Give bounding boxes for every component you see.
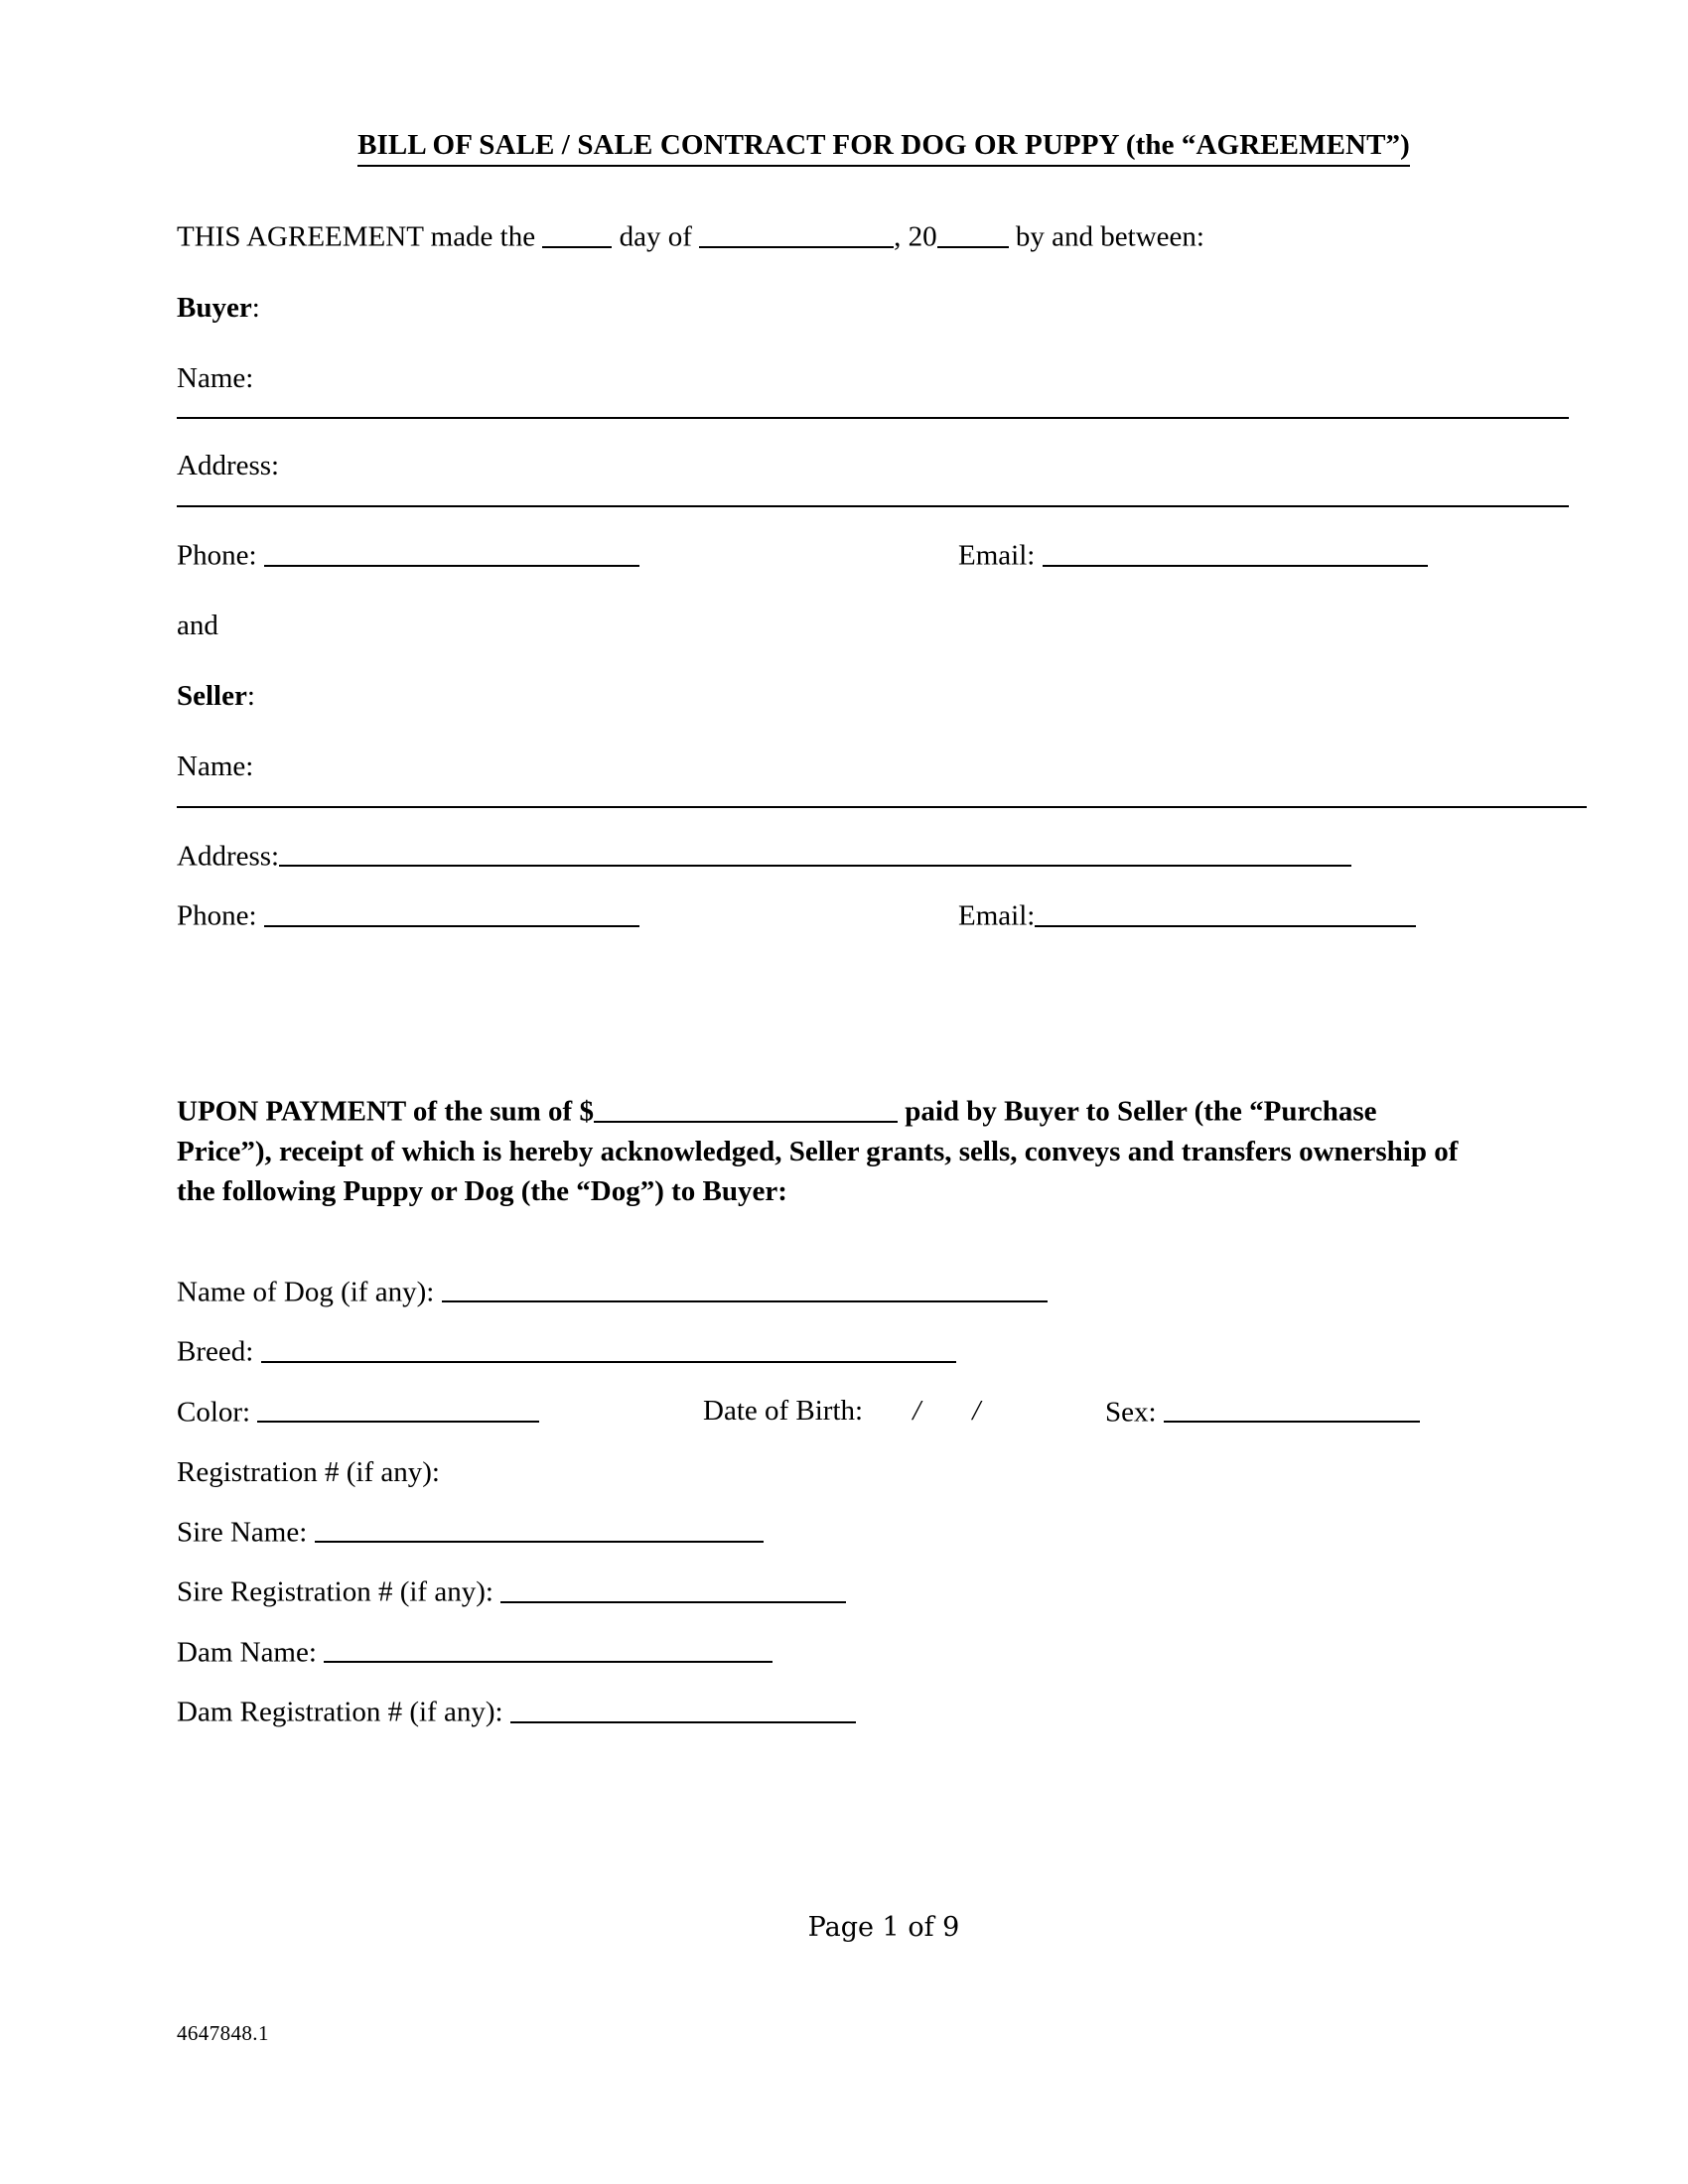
buyer-phone-field[interactable] <box>177 535 639 575</box>
sire-name-label: Sire Name: <box>177 1516 315 1549</box>
buyer-phone-blank[interactable] <box>264 535 639 567</box>
dog-sex-label: Sex: <box>1105 1396 1164 1429</box>
dam-registration-label: Dam Registration # (if any): <box>177 1696 510 1728</box>
document-id: 4647848.1 <box>177 2021 269 2045</box>
buyer-contact-row <box>177 535 1591 575</box>
seller-phone-label: Phone: <box>177 899 264 932</box>
seller-email-blank[interactable] <box>1035 895 1416 927</box>
buyer-name-label: Name: <box>177 361 254 394</box>
purchase-price-blank[interactable] <box>594 1091 898 1123</box>
dog-dob-label: Date of Birth: <box>703 1394 871 1427</box>
seller-address-blank[interactable] <box>279 836 1351 868</box>
dog-color-field[interactable] <box>177 1392 539 1432</box>
buyer-phone-label: Phone: <box>177 539 264 572</box>
page-number: Page 1 of 9 <box>807 1912 960 1943</box>
dog-name-label: Name of Dog (if any): <box>177 1276 442 1308</box>
agreement-date-line <box>177 216 1591 256</box>
dog-name-field[interactable] <box>177 1272 1591 1311</box>
sire-registration-blank[interactable] <box>500 1571 846 1603</box>
buyer-address-rule <box>177 505 1569 507</box>
year-blank[interactable] <box>937 216 1009 248</box>
dob-slash-1: / <box>913 1394 921 1427</box>
dog-color-blank[interactable] <box>257 1392 539 1424</box>
dam-name-label: Dam Name: <box>177 1636 325 1669</box>
seller-name-rule <box>177 806 1587 808</box>
dam-name-field[interactable] <box>177 1632 1591 1672</box>
dog-sex-field[interactable] <box>1105 1392 1420 1432</box>
buyer-heading-label: Buyer <box>177 291 252 324</box>
seller-heading-label: Seller <box>177 680 247 713</box>
document-body <box>177 0 1591 2045</box>
seller-name-field[interactable] <box>177 786 1591 816</box>
intro-text-2: day of <box>612 220 700 253</box>
sire-name-field[interactable] <box>177 1512 1591 1552</box>
payment-text-3: “Purchase Price”), receipt of which is hereby acknowledged, Seller grants, sells, conveys and <box>177 1095 1377 1167</box>
dog-breed-blank[interactable] <box>261 1331 956 1363</box>
payment-text-4: transfers ownership of the following Puppy or Dog (the “Dog”) to Buyer: <box>177 1135 1459 1207</box>
payment-paragraph <box>177 1091 1476 1211</box>
dob-slash-2: / <box>972 1394 981 1427</box>
payment-text-2: paid by Buyer to Seller (the <box>897 1095 1242 1128</box>
seller-email-label: Email: <box>958 899 1036 932</box>
page-title-text: BILL OF SALE / SALE CONTRACT FOR DOG OR PUPPY (the “AGREEMENT”) <box>357 127 1410 167</box>
buyer-address-label: Address: <box>177 450 280 482</box>
dam-registration-blank[interactable] <box>510 1692 856 1723</box>
dog-breed-label: Breed: <box>177 1335 261 1368</box>
seller-phone-blank[interactable] <box>264 895 639 927</box>
dog-sex-blank[interactable] <box>1164 1392 1420 1424</box>
intro-text-4: by and between: <box>1008 220 1204 253</box>
buyer-email-label: Email: <box>958 539 1043 572</box>
buyer-heading-colon: : <box>251 291 260 324</box>
page-title <box>177 0 1591 167</box>
dam-registration-field[interactable] <box>177 1692 1591 1731</box>
buyer-name-field[interactable] <box>177 397 1591 427</box>
dam-name-blank[interactable] <box>324 1632 773 1664</box>
sire-name-blank[interactable] <box>315 1512 764 1544</box>
dog-dob-field[interactable] <box>703 1392 989 1431</box>
seller-heading <box>177 677 1591 716</box>
dog-registration-label: Registration # (if any): <box>177 1455 440 1488</box>
seller-name-label: Name: <box>177 750 254 782</box>
payment-text-1: UPON PAYMENT of the sum of $ <box>177 1095 594 1128</box>
seller-address-field[interactable] <box>177 836 1591 876</box>
buyer-name-rule <box>177 417 1569 419</box>
seller-email-field[interactable] <box>958 895 1416 935</box>
seller-heading-colon: : <box>246 680 255 713</box>
intro-text-1: THIS AGREEMENT made the <box>177 220 543 253</box>
month-blank[interactable] <box>699 216 894 248</box>
conjunction-and: and <box>177 610 218 642</box>
sire-registration-field[interactable] <box>177 1571 1591 1611</box>
buyer-address-field[interactable] <box>177 485 1591 515</box>
dog-attributes-row <box>177 1392 1591 1433</box>
dog-name-blank[interactable] <box>442 1272 1048 1303</box>
seller-address-label: Address: <box>177 840 280 873</box>
buyer-email-field[interactable] <box>958 535 1428 575</box>
day-blank[interactable] <box>542 216 612 248</box>
dog-breed-field[interactable] <box>177 1331 1591 1371</box>
dog-color-label: Color: <box>177 1396 258 1429</box>
buyer-heading <box>177 289 1591 328</box>
sire-registration-label: Sire Registration # (if any): <box>177 1575 501 1608</box>
intro-text-3: , 20 <box>894 220 937 253</box>
seller-contact-row <box>177 895 1591 935</box>
seller-phone-field[interactable] <box>177 895 639 935</box>
buyer-email-blank[interactable] <box>1043 535 1428 567</box>
